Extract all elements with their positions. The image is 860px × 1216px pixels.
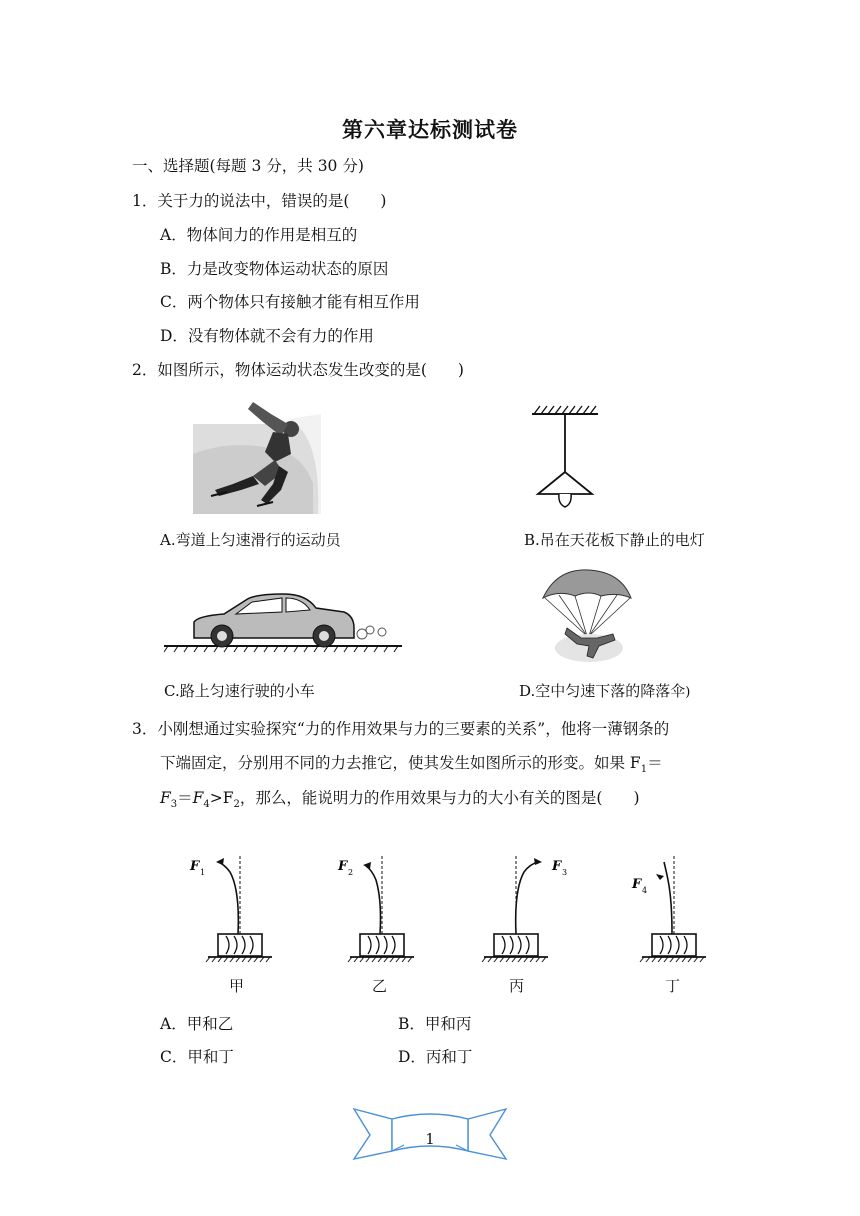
car-image xyxy=(164,588,404,654)
page-title: 第六章达标测试卷 xyxy=(342,118,518,142)
figure-bing xyxy=(482,856,548,962)
figure-label-jia: 甲 xyxy=(229,977,245,995)
q3-line2-text: 下端固定，分别用不同的力去推它，使其发生如图所示的形变。如果 F xyxy=(160,754,641,772)
section-heading: 一、选择题(每题 3 分，共 30 分) xyxy=(132,157,364,175)
q2-caption-b: B.吊在天花板下静止的电灯 xyxy=(524,531,705,549)
f2-label: F xyxy=(338,859,348,874)
q2-caption-d-paren: ) xyxy=(685,685,691,700)
q3-gt: >F xyxy=(209,789,234,807)
page-number: 1 xyxy=(425,1130,435,1148)
q3-sub-2: 2 xyxy=(233,799,240,811)
q2-stem: 2．如图所示，物体运动状态发生改变的是( ) xyxy=(132,361,464,379)
figure-label-ding: 丁 xyxy=(665,977,681,995)
q2-caption-a: A.弯道上匀速滑行的运动员 xyxy=(160,531,341,549)
q3-line3-text: ，那么，能说明力的作用效果与力的大小有关的图是( ) xyxy=(239,789,640,807)
q3-f3-label: F xyxy=(160,789,171,807)
q3-option-b: B．甲和丙 xyxy=(398,1015,472,1033)
f2-sub: 2 xyxy=(348,868,354,877)
figure-label-bing: 丙 xyxy=(509,977,525,995)
q3-eq-2: ＝ xyxy=(177,789,193,807)
q1-stem: 1．关于力的说法中，错误的是( ) xyxy=(132,192,387,210)
f1-label: F xyxy=(190,859,200,874)
q3-sub-3: 3 xyxy=(170,799,178,811)
q1-option-b: B．力是改变物体运动状态的原因 xyxy=(160,260,389,278)
q3-sub-4: 4 xyxy=(203,799,210,811)
f4-sub: 4 xyxy=(642,886,648,895)
figure-yi xyxy=(348,856,414,962)
steel-strip-figures xyxy=(180,850,720,970)
q2-caption-c: C.路上匀速行驶的小车 xyxy=(164,682,315,700)
q3-line3 xyxy=(160,788,640,815)
q1-option-a: A．物体间力的作用是相互的 xyxy=(160,226,358,244)
figure-label-yi: 乙 xyxy=(372,977,388,995)
q3-option-d: D．丙和丁 xyxy=(398,1048,473,1066)
q1-option-c: C．两个物体只有接触才能有相互作用 xyxy=(160,293,420,311)
q3-eq-1: ＝ xyxy=(647,754,663,772)
f3-label: F xyxy=(552,859,562,874)
q3-sub-1: 1 xyxy=(640,764,648,776)
figure-ding xyxy=(640,856,706,962)
q2-caption-d-text: D.空中匀速下落的降落伞 xyxy=(519,682,686,700)
hanging-lamp-image xyxy=(528,404,603,514)
q3-f4-label: F xyxy=(192,789,204,807)
q1-option-d: D．没有物体就不会有力的作用 xyxy=(160,327,374,345)
figure-jia xyxy=(206,856,272,962)
q3-line2 xyxy=(160,753,663,780)
q2-caption-d xyxy=(519,680,690,701)
f3-sub: 3 xyxy=(562,868,568,877)
q3-option-c: C．甲和丁 xyxy=(160,1048,234,1066)
f4-label: F xyxy=(632,877,642,892)
q3-option-a: A．甲和乙 xyxy=(160,1015,234,1033)
skater-image xyxy=(193,394,321,514)
q3-line1: 3．小刚想通过实验探究“力的作用效果与力的三要素的关系”，他将一薄钢条的 xyxy=(132,720,670,738)
f1-sub: 1 xyxy=(200,868,206,877)
parachute-image xyxy=(537,568,637,664)
